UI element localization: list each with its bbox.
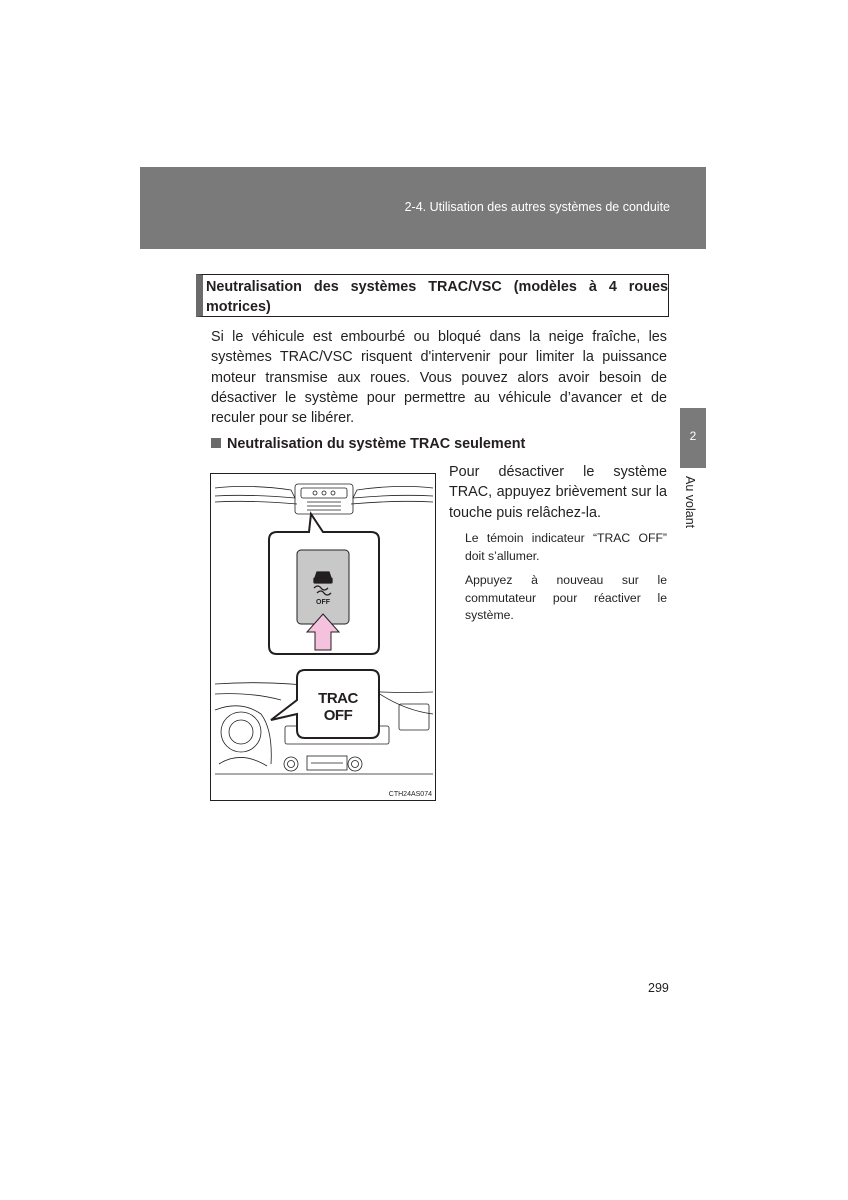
section-body: Si le véhicule est embourbé ou bloqué dans la neige fraîche, les systèmes TRAC/VSC risquent d'intervenir pour limiter la puissance moteur transmise aux roues. Vous pouvez alors avoir besoin de désactiver le système pour permettre au véhicule d’avancer et de reculer pour se libérer. bbox=[211, 329, 667, 427]
chapter-tab-label: Au volant bbox=[683, 476, 697, 529]
chapter-title: 2-4. Utilisation des autres systèmes de conduite bbox=[404, 200, 670, 214]
page-number: 299 bbox=[648, 981, 669, 995]
chapter-tab bbox=[680, 408, 706, 468]
chapter-header-band bbox=[140, 167, 706, 249]
note-indicator: Le témoin indicateur “TRAC OFF” doit s’allumer. bbox=[465, 531, 667, 563]
instruction-text: Pour désactiver le système TRAC, appuyez brièvement sur la touche puis relâchez-la. bbox=[449, 464, 667, 521]
button-off-label: OFF bbox=[316, 599, 330, 606]
figure-code: CTH24AS074 bbox=[388, 791, 432, 798]
note-reactivate: Appuyez à nouveau sur le commutateur pour réactiver le système. bbox=[465, 573, 667, 622]
trac-off-button bbox=[297, 550, 349, 624]
square-bullet-icon bbox=[211, 438, 221, 448]
section-heading bbox=[196, 274, 669, 317]
subsection-heading-text: Neutralisation du système TRAC seulement bbox=[227, 436, 526, 452]
upper-console-drawing bbox=[215, 484, 433, 514]
dashboard-illustration bbox=[210, 473, 436, 801]
chapter-tab-number: 2 bbox=[689, 429, 697, 443]
trac-indicator-line2: OFF bbox=[323, 707, 353, 724]
section-heading-line2: motrices) bbox=[206, 299, 271, 315]
subsection-heading bbox=[211, 436, 525, 452]
trac-indicator-line1: TRAC bbox=[318, 690, 358, 707]
section-heading-line1: Neutralisation des systèmes TRAC/VSC (modèles à 4 roues bbox=[206, 279, 668, 295]
dashboard-drawing bbox=[211, 474, 436, 801]
